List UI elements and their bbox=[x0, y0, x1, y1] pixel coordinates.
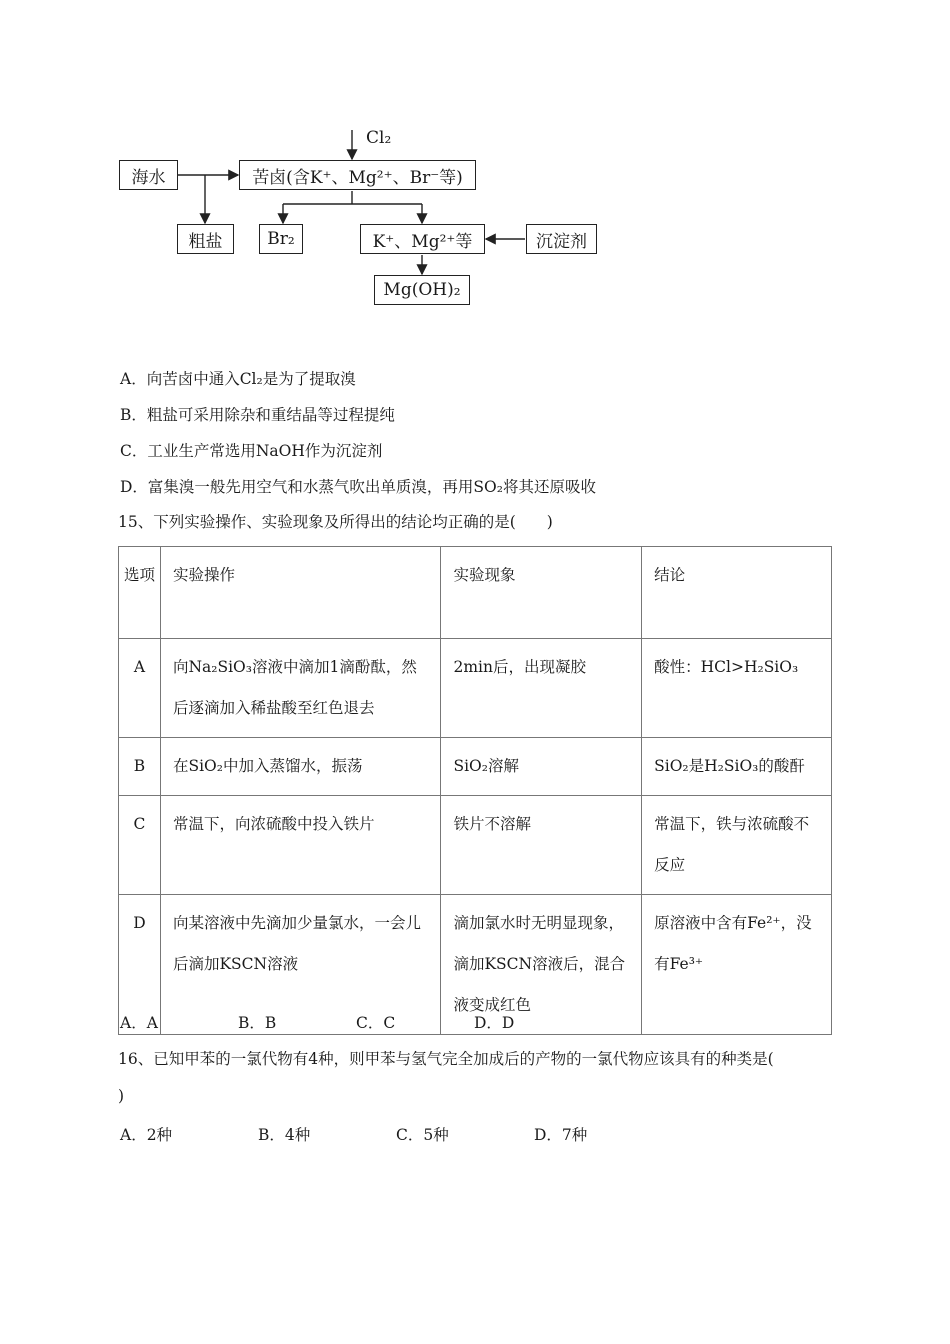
q15-table bbox=[118, 546, 832, 1035]
crude-salt-box: 粗盐 bbox=[177, 224, 234, 254]
q15-option-a: A．A bbox=[120, 1014, 158, 1032]
row-option: B bbox=[119, 738, 161, 796]
row-phenomenon: 滴加氯水时无明显现象， 滴加KSCN溶液后，混合液变成红色 bbox=[441, 895, 642, 1035]
header-operation: 实验操作 bbox=[160, 547, 441, 639]
cl2-label: Cl₂ bbox=[366, 128, 392, 148]
q14-option-c: C．工业生产常选用NaOH作为沉淀剂 bbox=[120, 442, 383, 460]
row-option: D bbox=[119, 895, 161, 1035]
q15-options bbox=[120, 1011, 514, 1033]
mgoh2-box: Mg(OH)₂ bbox=[374, 275, 470, 305]
q16-option-c: C．5种 bbox=[396, 1126, 449, 1144]
q16-stem: 16、已知甲苯的一氯代物有4种，则甲苯与氢气完全加成后的产物的一氯代物应该具有的种类是( bbox=[118, 1050, 774, 1068]
br2-box: Br₂ bbox=[259, 224, 303, 254]
row-phenomenon: 铁片不溶解 bbox=[441, 796, 642, 895]
table-row bbox=[119, 796, 832, 895]
row-operation: 向某溶液中先滴加少量氯水，一会儿后滴加KSCN溶液 bbox=[160, 895, 441, 1035]
q16-option-b: B．4种 bbox=[258, 1126, 311, 1144]
row-option: C bbox=[119, 796, 161, 895]
header-conclusion: 结论 bbox=[642, 547, 832, 639]
header-option: 选项 bbox=[119, 547, 161, 639]
table-header-row bbox=[119, 547, 832, 639]
row-conclusion: 酸性：HCl>H₂SiO₃ bbox=[642, 639, 832, 738]
seawater-box: 海水 bbox=[119, 160, 178, 190]
table-row bbox=[119, 639, 832, 738]
precipitant-box: 沉淀剂 bbox=[526, 224, 597, 254]
row-option: A bbox=[119, 639, 161, 738]
row-phenomenon: 2min后，出现凝胶 bbox=[441, 639, 642, 738]
table-row bbox=[119, 738, 832, 796]
q16-options bbox=[120, 1123, 587, 1145]
q16-stem-end: ) bbox=[118, 1087, 125, 1105]
row-conclusion: SiO₂是H₂SiO₃的酸酐 bbox=[642, 738, 832, 796]
q16-option-a: A．2种 bbox=[120, 1126, 173, 1144]
row-phenomenon: SiO₂溶解 bbox=[441, 738, 642, 796]
q16-option-d: D．7种 bbox=[534, 1126, 588, 1144]
row-conclusion: 原溶液中含有Fe²⁺，没有Fe³⁺ bbox=[642, 895, 832, 1035]
q14-option-d: D．富集溴一般先用空气和水蒸气吹出单质溴，再用SO₂将其还原吸收 bbox=[120, 478, 596, 496]
q15-option-d: D．D bbox=[474, 1014, 515, 1032]
q15-option-b: B．B bbox=[238, 1014, 277, 1032]
row-operation: 常温下，向浓硫酸中投入铁片 bbox=[160, 796, 441, 895]
row-conclusion: 常温下，铁与浓硫酸不反应 bbox=[642, 796, 832, 895]
row-operation: 在SiO₂中加入蒸馏水，振荡 bbox=[160, 738, 441, 796]
q14-option-b: B．粗盐可采用除杂和重结晶等过程提纯 bbox=[120, 406, 395, 424]
q15-stem: 15、下列实验操作、实验现象及所得出的结论均正确的是( ) bbox=[118, 513, 553, 531]
brine-box: 苦卤(含K⁺、Mg²⁺、Br⁻等) bbox=[239, 160, 476, 190]
ions-box: K⁺、Mg²⁺等 bbox=[360, 224, 485, 254]
q14-option-a: A．向苦卤中通入Cl₂是为了提取溴 bbox=[120, 370, 356, 388]
q15-option-c: C．C bbox=[356, 1014, 396, 1032]
row-operation: 向Na₂SiO₃溶液中滴加1滴酚酞，然后逐滴加入稀盐酸至红色退去 bbox=[160, 639, 441, 738]
header-phenomenon: 实验现象 bbox=[441, 547, 642, 639]
